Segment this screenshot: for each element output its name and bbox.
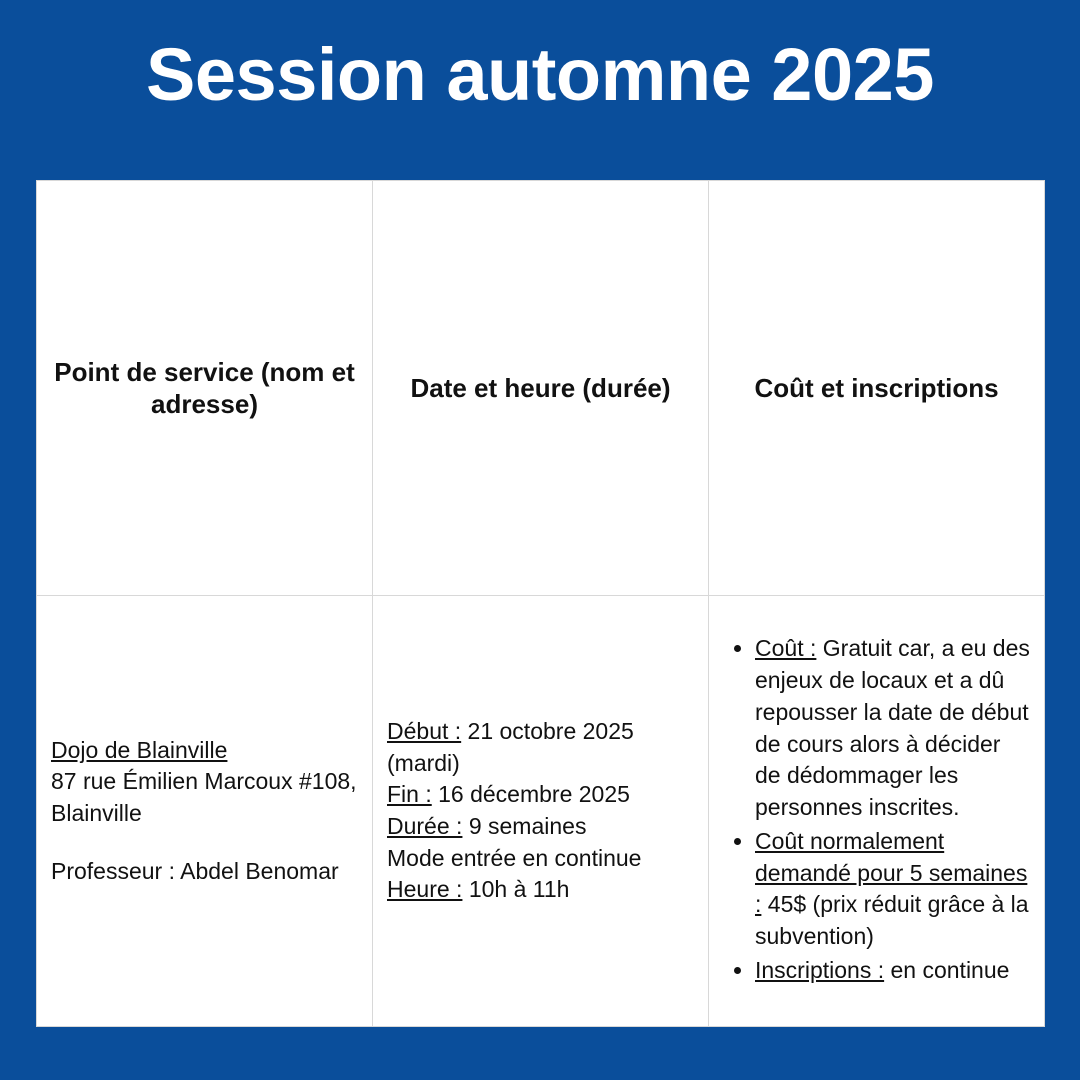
- cost-label-inscriptions: Inscriptions :: [755, 956, 885, 983]
- schedule-table-container: [36, 180, 1044, 1027]
- page-title: Session automne 2025: [146, 33, 934, 116]
- location-spacer: [51, 830, 358, 856]
- schedule-duration-line: [387, 811, 698, 843]
- schedule-start-value: 21 octobre 2025 (mardi): [387, 717, 634, 776]
- header-label-cost: Coût et inscriptions: [754, 372, 999, 403]
- schedule-end-line: [387, 779, 698, 811]
- header-label-datetime: Date et heure (durée): [410, 372, 671, 403]
- location-teacher: Professeur : Abdel Benomar: [51, 857, 339, 884]
- header-label-location: Point de service (nom et adresse): [54, 356, 355, 419]
- schedule-end-value: 16 décembre 2025: [431, 781, 630, 808]
- header-cell-location: [37, 181, 373, 596]
- list-item: [755, 633, 1032, 823]
- cell-location: [37, 596, 373, 1027]
- cell-cost: [709, 596, 1045, 1027]
- location-address: 87 rue Émilien Marcoux #108, Blainville: [51, 768, 357, 826]
- cost-list: [709, 633, 1044, 986]
- cost-label-cost: Coût :: [755, 635, 817, 662]
- schedule-duration-label: Durée :: [387, 813, 463, 839]
- schedule-hour-label: Heure :: [387, 876, 463, 903]
- schedule-end-label: Fin :: [387, 781, 432, 808]
- schedule-duration-value: 9 semaines: [462, 813, 587, 839]
- schedule-start-label: Début :: [387, 717, 462, 744]
- table-header-row: [37, 181, 1045, 596]
- schedule-hour-value: 10h à 11h: [462, 876, 570, 903]
- schedule-block: [373, 716, 708, 906]
- schedule-hour-line: [387, 874, 698, 906]
- location-block: [37, 735, 372, 888]
- table-row: [37, 596, 1045, 1027]
- schedule-table: [36, 180, 1045, 1027]
- cost-value-normal: 45$ (prix réduit grâce à la subvention): [755, 891, 1029, 950]
- location-name: Dojo de Blainville: [51, 736, 228, 763]
- schedule-mode: Mode entrée en continue: [387, 844, 642, 871]
- cost-label-normal: Coût normalement demandé pour 5 semaines :: [755, 827, 1028, 918]
- schedule-start-line: [387, 716, 698, 779]
- list-item: [755, 955, 1032, 987]
- cell-datetime: [373, 596, 709, 1027]
- header-cell-datetime: [373, 181, 709, 596]
- list-item: [755, 826, 1032, 953]
- header-cell-cost: [709, 181, 1045, 596]
- cost-value-cost: Gratuit car, a eu des enjeux de locaux et a dû repousser la date de début de cours alors à décider de dédommager les personnes inscrites.: [755, 635, 1030, 821]
- cost-value-inscriptions: en continue: [884, 956, 1010, 983]
